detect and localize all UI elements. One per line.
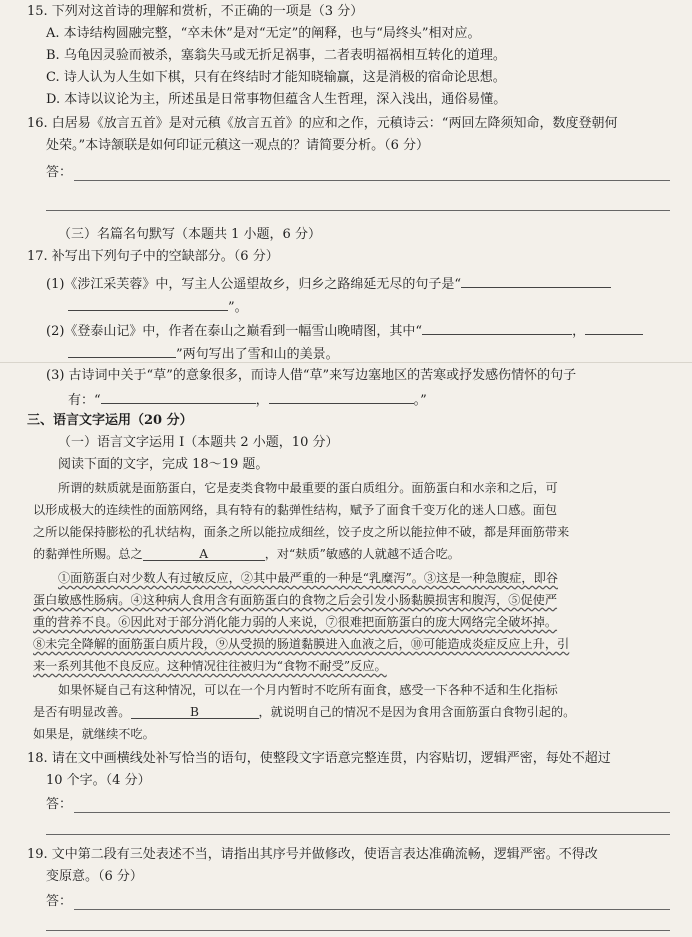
passage-p3-line1: 如果怀疑自己有这种情况，可以在一个月内暂时不吃所有面食，感受一下各种不适和生化指标 xyxy=(58,683,558,697)
q18-answer-line-2[interactable] xyxy=(46,834,670,835)
q17-item2-end: ”两句写出了雪和山的美景。 xyxy=(176,347,339,362)
q17-blank-7[interactable] xyxy=(269,389,414,404)
q17-item3-comma: ， xyxy=(255,393,269,408)
q15-option-b: B. 乌龟因灵验而被杀，塞翁失马或无折足祸事，二者表明福祸相互转化的道理。 xyxy=(46,48,506,63)
q17-blank-6[interactable] xyxy=(101,389,256,404)
section-3-subheading: （一）语言文字运用 Ⅰ（本题共 2 小题，10 分） xyxy=(58,435,339,450)
passage-p1-line3: 之所以能保持膨松的孔状结构，面条之所以能拉成细丝，饺子皮之所以能拉伸不破，都是拜面筋带来 xyxy=(33,525,570,539)
q17-item3: (3) 古诗词中关于“草”的意象很多，而诗人借“草”来写边塞地区的苦寒或抒发感伤情怀的句子 xyxy=(46,368,577,383)
q15-option-a: A. 本诗结构圆融完整，“卒未休”是对“无定”的阐释，也与“局终头”相对应。 xyxy=(46,26,481,41)
passage-p1-line4 xyxy=(33,545,460,563)
passage-p2-line4: ⑧未完全降解的面筋蛋白质片段，⑨从受损的肠道黏膜进入血液之后，⑩可能造成炎症反应上升，引 xyxy=(33,637,570,651)
q18-line2: 10 个字。（4 分） xyxy=(46,773,151,788)
passage-p3-line2 xyxy=(33,703,575,721)
passage-p2-line2: 蛋白敏感性肠病。④这种病人食用含有面筋蛋白的食物之后会引发小肠黏膜损害和腹泻，⑤促使严 xyxy=(33,593,558,607)
passage-p2-line3: 重的营养不良。⑥因此对于部分消化能力弱的人来说，⑦很难把面筋蛋白的庞大网络完全破坏掉。 xyxy=(33,615,558,629)
q17-blank-5[interactable] xyxy=(68,343,176,358)
q19-line2: 变原意。（6 分） xyxy=(46,869,143,884)
section-3-title: 三、语言文字运用（20 分） xyxy=(27,413,193,428)
q19-answer-line-2[interactable] xyxy=(46,930,670,931)
q19-answer-label: 答： xyxy=(46,894,73,909)
passage-p3-line2-text: 是否有明显改善。 xyxy=(33,705,131,719)
q17-item3-end: 。” xyxy=(413,393,427,408)
passage-p2-line5-text: 来一系列其他不良反应。这种情况往往被归为“食物不耐受”反应。 xyxy=(33,659,387,673)
q16-answer-line-1[interactable] xyxy=(74,180,670,181)
q17-item1 xyxy=(46,273,611,294)
q17-item1-cont xyxy=(68,296,248,317)
q19-answer-line-1[interactable] xyxy=(74,909,670,910)
passage-p1-line4-text: 的黏弹性所赐。总之 xyxy=(33,547,143,561)
q17-item1-end: ”。 xyxy=(228,300,248,315)
q16-line2: 处荣。”本诗颔联是如何印证元稹这一观点的？请简要分析。（6 分） xyxy=(46,138,430,153)
passage-intro: 阅读下面的文字，完成 18～19 题。 xyxy=(58,457,269,472)
blank-a[interactable]: A xyxy=(143,545,265,561)
q16-answer-line-2[interactable] xyxy=(46,210,670,211)
passage-p2-line1: ①面筋蛋白对少数人有过敏反应，②其中最严重的一种是“乳糜泻”。③这是一种急腹症，即谷 xyxy=(58,571,558,585)
q18-answer-line-1[interactable] xyxy=(74,812,670,813)
passage-p1-line1: 所谓的麸质就是面筋蛋白，它是麦类食物中最重要的蛋白质组分。面筋蛋白和水亲和之后，可 xyxy=(58,481,558,495)
q16-line1: 16. 白居易《放言五首》是对元稹《放言五首》的应和之作，元稹诗云：“两回左降须知命，数度登朝何 xyxy=(27,116,618,131)
q17-blank-4[interactable] xyxy=(585,320,643,335)
q17-item2-text: (2)《登泰山记》中，作者在泰山之巅看到一幅雪山晚晴图，其中“ xyxy=(46,324,423,339)
blank-b[interactable]: B xyxy=(131,703,259,719)
passage-p2-line5 xyxy=(33,657,387,675)
q17-item2-cont xyxy=(68,343,339,364)
q18-line1: 18. 请在文中画横线处补写恰当的语句，使整段文字语意完整连贯，内容贴切，逻辑严密，每处不超过 xyxy=(27,751,611,766)
passage-p1-line2: 以形成极大的连续性的面筋网络，具有特有的黏弹性结构，赋予了面食千变万化的迷人口感。面包 xyxy=(33,503,558,517)
q15-option-c: C. 诗人认为人生如下棋，只有在终结时才能知晓输赢，这是消极的宿命论思想。 xyxy=(46,70,506,85)
q17-blank-2[interactable] xyxy=(68,296,228,311)
q16-answer-label: 答： xyxy=(46,165,73,180)
q17-item1-text: (1)《涉江采芙蓉》中，写主人公遥望故乡，归乡之路绵延无尽的句子是“ xyxy=(46,277,462,292)
q15-option-d: D. 本诗以议论为主，所述虽是日常事物但蕴含人生哲理，深入浅出，通俗易懂。 xyxy=(46,92,507,107)
q17-item2 xyxy=(46,320,643,341)
section-famous-lines-heading: （三）名篇名句默写（本题共 1 小题，6 分） xyxy=(58,227,321,242)
q18-answer-label: 答： xyxy=(46,797,73,812)
q17-item2-comma: ， xyxy=(572,324,586,339)
passage-p3-line3: 如果是，就继续不吃。 xyxy=(33,727,155,741)
q17-blank-1[interactable] xyxy=(461,273,611,288)
q17-item3-lead: 有：“ xyxy=(68,393,101,408)
q17-stem: 17. 补写出下列句子中的空缺部分。（6 分） xyxy=(27,249,279,264)
passage-p3-line2-end: ，就说明自己的情况不是因为食用含面筋蛋白食物引起的。 xyxy=(258,705,576,719)
q15-stem: 15. 下列对这首诗的理解和赏析，不正确的一项是（3 分） xyxy=(27,4,364,19)
paper-fold-line xyxy=(0,362,692,363)
passage-p1-line4-end: ，对“麸质”敏感的人就越不适合吃。 xyxy=(264,547,460,561)
q19-line1: 19. 文中第二段有三处表述不当，请指出其序号并做修改，使语言表达准确流畅，逻辑严密。不得改 xyxy=(27,847,598,862)
q17-blank-3[interactable] xyxy=(422,320,572,335)
q17-item3-cont xyxy=(68,389,427,410)
